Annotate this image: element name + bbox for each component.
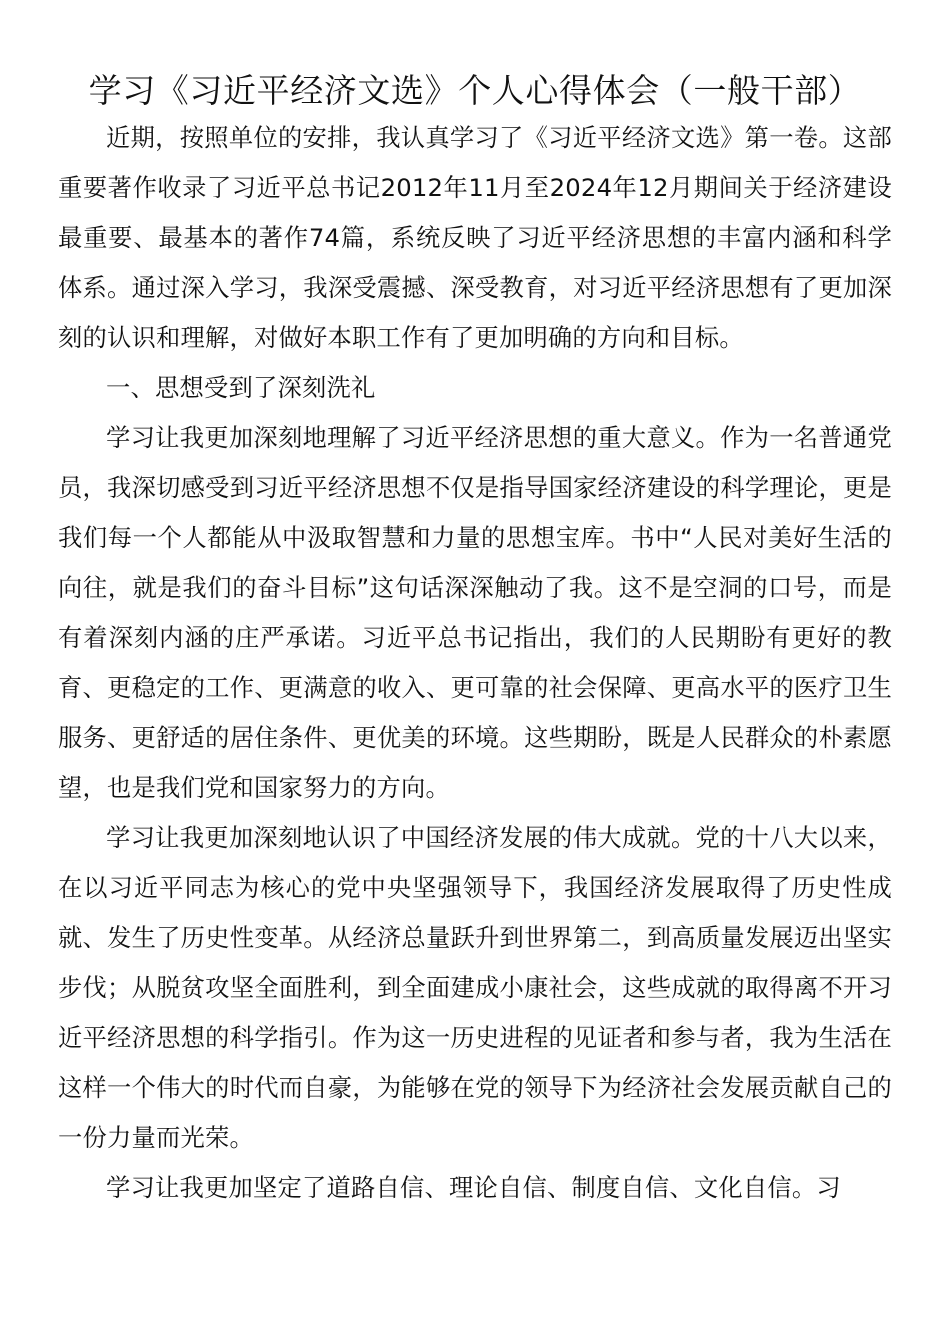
body-paragraph-2: 学习让我更加深刻地认识了中国经济发展的伟大成就。党的十八大以来，在以习近平同志为核心的党中央坚强领导下，我国经济发展取得了历史性成就、发生了历史性变革。从经济总量跃升到世界第二，到高质量发展迈出坚实步伐；从脱贫攻坚全面胜利，到全面建成小康社会，这些成就的取得离不开习近平经济思想的科学指引。作为这一历史进程的见证者和参与者，我为生活在这样一个伟大的时代而自豪，为能够在党的领导下为经济社会发展贡献自己的一份力量而光荣。 [58,823,892,1152]
intro-paragraph: 近期，按照单位的安排，我认真学习了《习近平经济文选》第一卷。这部重要著作收录了习近平总书记2012年11月至2024年12月期间关于经济建设最重要、最基本的著作74篇，系统反映了习近平经济思想的丰富内涵和科学体系。通过深入学习，我深受震撼、深受教育，对习近平经济思想有了更加深刻的认识和理解，对做好本职工作有了更加明确的方向和目标。 [58,123,892,352]
section-heading-1: 一、思想受到了深刻洗礼 [106,373,376,402]
body-paragraph-3: 学习让我更加坚定了道路自信、理论自信、制度自信、文化自信。习 [106,1173,841,1202]
document-body [58,113,892,1213]
document-title: 学习《习近平经济文选》个人心得体会（一般干部） [88,71,862,110]
body-paragraph-1: 学习让我更加深刻地理解了习近平经济思想的重大意义。作为一名普通党员，我深切感受到习近平经济思想不仅是指导国家经济建设的科学理论，更是我们每一个人都能从中汲取智慧和力量的思想宝库。书中“人民对美好生活的向往，就是我们的奋斗目标”这句话深深触动了我。这不是空洞的口号，而是有着深刻内涵的庄严承诺。习近平总书记指出，我们的人民期盼有更好的教育、更稳定的工作、更满意的收入、更可靠的社会保障、更高水平的医疗卫生服务、更舒适的居住条件、更优美的环境。这些期盼，既是人民群众的朴素愿望，也是我们党和国家努力的方向。 [58,423,892,802]
